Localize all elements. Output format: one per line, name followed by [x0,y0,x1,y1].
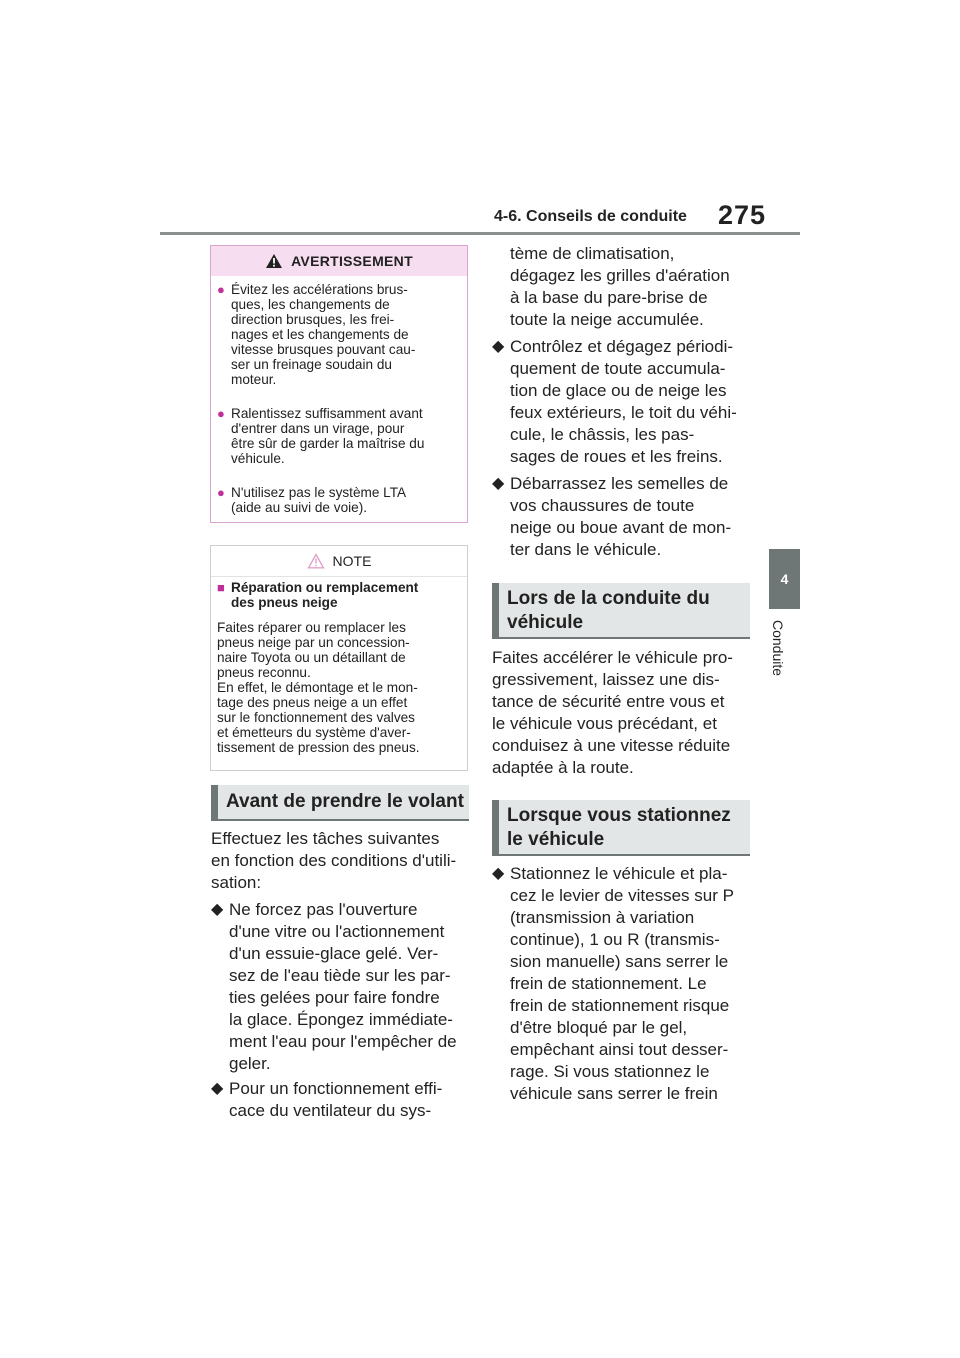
warning-triangle-icon [265,253,283,269]
heading-avant-de-prendre-le-volant: Avant de prendre le volant [211,785,469,821]
heading-lorsque-vous-stationnez: Lorsque vous stationnez le véhicule [492,800,750,856]
note-box [210,545,468,771]
heading-lors-de-la-conduite: Lors de la conduite du véhicule [492,583,750,639]
note-title: NOTE [332,553,372,569]
warning-box [210,245,468,523]
section-title: 4-6. Conseils de conduite [494,208,687,225]
bullet-dot-icon: ● [217,406,225,421]
caution-triangle-outline-icon [307,553,325,569]
list-item: ◆ Débarrassez les semelles de vos chaussures de toute neige ou boue avant de mon- ter dans le véhicule. [492,474,732,559]
diamond-bullet-icon: ◆ [492,475,505,492]
warning-title: AVERTISSEMENT [291,253,413,269]
note-subheading: ■ Réparation ou remplacement des pneus neige [217,580,419,610]
driving-paragraph: Faites accélérer le véhicule pro- gressivement, laissez une dis- tance de sécurité entre vous et le véhicule vous précédant, et conduisez à une vitesse réduite adaptée à la route. [492,648,733,777]
note-body: Faites réparer ou remplacer les pneus neige par un concession- naire Toyota ou un détaillant de pneus reconnu. En effet, le démontage et le mon- tage des pneus neige a un effet sur le fonctionnement des valves et émetteurs du système d'aver- tissement de pression des pneus. [217,620,420,755]
chapter-label-container [766,620,802,700]
square-bullet-icon: ■ [217,580,225,595]
page-number: 275 [718,200,767,230]
continuation-paragraph: tème de climatisation, dégagez les grilles d'aération à la base du pare-brise de toute la neige accumulée. [510,244,730,329]
diamond-bullet-icon: ◆ [492,338,505,355]
list-item: ◆ Ne forcez pas l'ouverture d'une vitre ou l'actionnement d'un essuie-glace gelé. Ver- sez de l'eau tiède sur les par- ties gelées pour faire fondre la glace. Épongez immédiate- ment l'eau pour l'empêcher de geler. [211,900,457,1073]
diamond-bullet-icon: ◆ [211,1080,224,1097]
bullet-dot-icon: ● [217,485,225,500]
chapter-number: 4 [780,571,789,587]
chapter-tab [769,549,800,609]
warning-item: ● Ralentissez suffisamment avant d'entrer dans un virage, pour être sûr de garder la maîtrise du véhicule. [217,406,425,466]
chapter-label: Conduite [770,620,786,677]
list-item: ◆ Contrôlez et dégagez périodi- quement de toute accumula- tion de glace ou de neige les feux extérieurs, le toit du véhi- cule, le châssis, les pas- sages de roues et les freins. [492,337,737,466]
warning-item: ● Évitez les accélérations brus- ques, les changements de direction brusques, les frei- nages et les changements de vitesse brusques pouvant cau- ser un freinage soudain du moteur. [217,282,416,387]
diamond-bullet-icon: ◆ [492,865,505,882]
warning-header [211,246,467,276]
note-header [211,546,467,577]
intro-paragraph: Effectuez les tâches suivantes en fonction des conditions d'utili- sation: [211,829,457,892]
diamond-bullet-icon: ◆ [211,901,224,918]
warning-item: ● N'utilisez pas le système LTA (aide au suivi de voie). [217,485,407,515]
list-item: ◆ Stationnez le véhicule et pla- cez le levier de vitesses sur P (transmission à variation continue), 1 ou R (transmis- sion manuelle) sans serrer le frein de stationnement. Le frein de stationnement risque d'être bloqué par le gel, empêchant ainsi tout desser- rage. Si vous stationnez le véhicule sans serrer le frein [492,864,734,1103]
bullet-dot-icon: ● [217,282,225,297]
list-item: ◆ Pour un fonctionnement effi- cace du ventilateur du sys- [211,1079,443,1120]
header-rule [160,232,800,235]
